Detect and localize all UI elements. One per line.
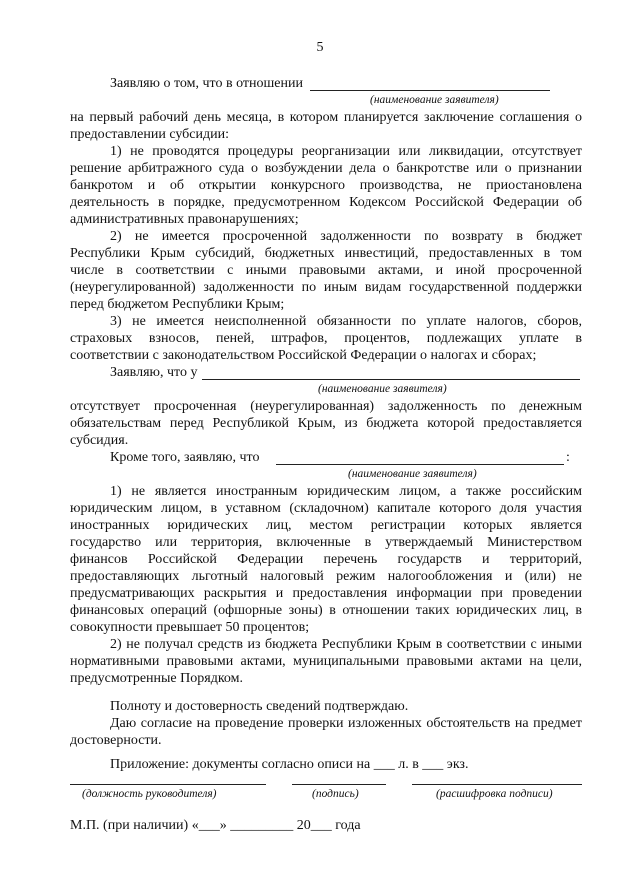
text-line: предоставляющих льготный налоговый режим налогообложения и (или) не (70, 569, 582, 584)
statement-2-intro: Заявляю, что у (110, 365, 198, 380)
page-number: 5 (316, 40, 324, 55)
text-line: субсидия. (70, 433, 129, 448)
text-line: совокупности превышает 50 процентов; (70, 620, 310, 635)
applicant-caption-1: (наименование заявителя) (370, 94, 499, 106)
applicant-caption-3: (наименование заявителя) (348, 468, 477, 480)
signature-decoding-field[interactable] (412, 784, 582, 785)
text-line: финансовых операций (офшорные зоны) в отношении таких юридических лиц, в (70, 603, 582, 618)
text-line: деятельность в порядке, предусмотренном Кодексом Российской Федерации об (70, 195, 582, 210)
signature-caption: (подпись) (312, 788, 359, 800)
text-line: предусмотренные Порядком. (70, 671, 243, 686)
text-line: числе в соответствии с иными правовыми актами, и иной просроченной (70, 263, 582, 278)
text-line: финансов Российской Федерации перечень государств и территорий, (70, 552, 582, 567)
applicant-name-field-1[interactable] (310, 90, 550, 91)
text-line: предоставлении субсидии: (70, 127, 229, 142)
text-line: перед бюджетом Республики Крым; (70, 297, 285, 312)
position-caption: (должность руководителя) (82, 788, 217, 800)
text-line: отсутствует просроченная (неурегулированная) задолженность по денежным (70, 399, 582, 414)
text-line: юридическим лицом, в уставном (складочном) капитале которого доля участия (70, 501, 582, 516)
text-line: достоверности. (70, 733, 162, 748)
item-1b-text: 1) не является иностранным юридическим лицом, а также российским (110, 484, 582, 499)
text-line: государство или территория, включенные в утверждаемый Министерством (70, 535, 582, 550)
position-field[interactable] (70, 784, 266, 785)
text-line: административных правонарушениях; (70, 212, 299, 227)
signature-field[interactable] (292, 784, 386, 785)
text-line: соответствии с законодательством Российской Федерации о налогах и сборах; (70, 348, 537, 363)
applicant-name-field-2[interactable] (202, 379, 580, 380)
applicant-caption-2: (наименование заявителя) (318, 383, 447, 395)
item-1-text: 1) не проводятся процедуры реорганизации или ликвидации, отсутствует (110, 144, 582, 159)
statement-3-intro: Кроме того, заявляю, что (110, 450, 260, 465)
text-line: (неурегулированной) задолженности по иным видам государственной поддержки (70, 280, 582, 295)
text-line: нормативными правовыми актами, муниципальными правовыми актами на цели, (70, 654, 582, 669)
text-line: решение арбитражного суда о возбуждении дела о банкротстве или о признании (70, 161, 582, 176)
text-line: иностранных юридических лиц, местом регистрации которых является (70, 518, 582, 533)
decoding-caption: (расшифровка подписи) (436, 788, 553, 800)
text-line: Республики Крым субсидий, бюджетных инвестиций, предоставленных в том (70, 246, 582, 261)
item-3-text: 3) не имеется неисполненной обязанности по уплате налогов, сборов, (110, 314, 582, 329)
text-line: на первый рабочий день месяца, в котором планируется заключение соглашения о (70, 110, 582, 125)
text-line: банкротом и об открытии конкурсного производства, не приостановлена (70, 178, 582, 193)
text-line: страховых взносов, пеней, штрафов, процентов, подлежащих уплате в (70, 331, 582, 346)
applicant-name-field-3[interactable] (276, 464, 564, 465)
attachment-line: Приложение: документы согласно описи на ___ л. в ___ экз. (110, 757, 469, 772)
colon-mark: : (566, 450, 570, 465)
item-2b-text: 2) не получал средств из бюджета Республики Крым в соответствии с иными (110, 637, 582, 652)
item-2-text: 2) не имеется просроченной задолженности по возврату в бюджет (110, 229, 582, 244)
text-line: предусматривающих раскрытия и предоставления информации при проведении (70, 586, 582, 601)
consent-line: Даю согласие на проведение проверки изложенных обстоятельств на предмет (110, 716, 582, 731)
text-line: обязательствам перед Республикой Крым, из бюджета которой предоставляется (70, 416, 582, 431)
confirmation-line: Полноту и достоверность сведений подтверждаю. (110, 699, 409, 714)
stamp-date-line: М.П. (при наличии) «___» _________ 20___ года (70, 818, 361, 833)
statement-intro: Заявляю о том, что в отношении (110, 76, 303, 91)
